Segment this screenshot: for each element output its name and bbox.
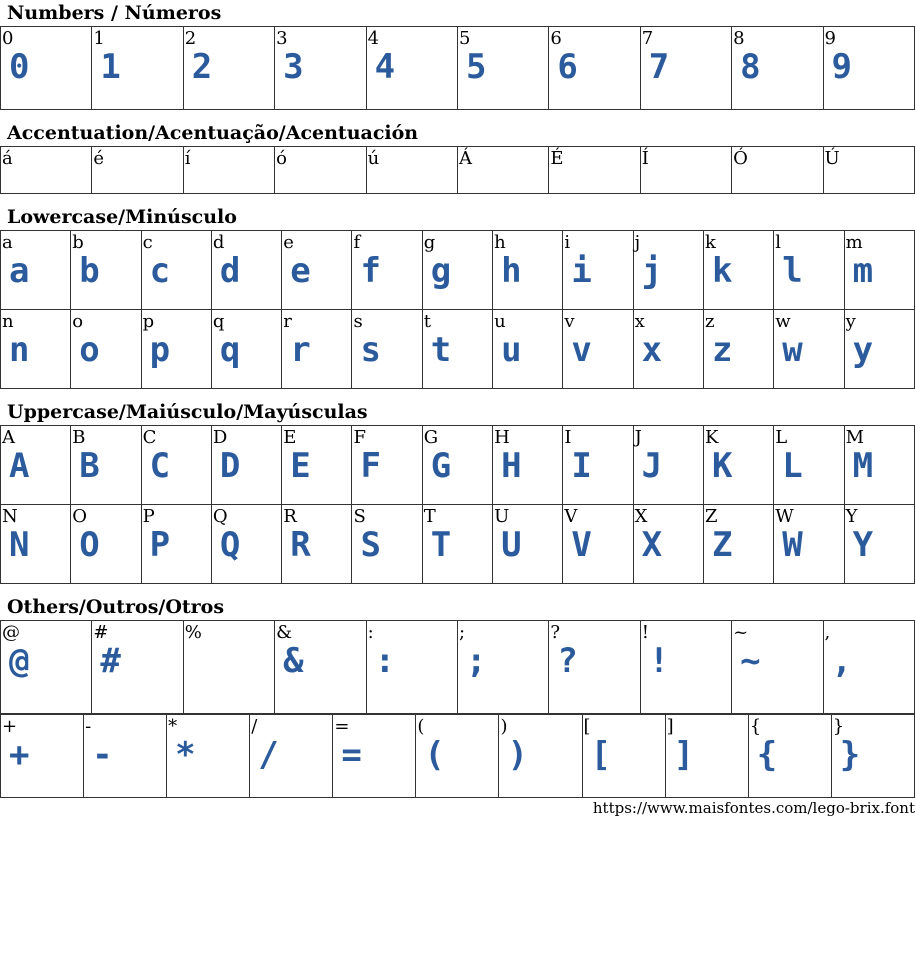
source-link[interactable]: https://www.maisfontes.com/lego-brix.font — [592, 799, 915, 817]
glyph-sample: i — [571, 251, 592, 291]
glyph-label: é — [93, 148, 105, 169]
glyph-sample: 7 — [648, 47, 670, 87]
glyph-label: ; — [458, 622, 466, 643]
glyph-cell — [563, 505, 633, 584]
glyph-sample: * — [175, 735, 196, 775]
glyph-label: R — [283, 506, 297, 527]
glyph-sample: F — [360, 446, 381, 486]
glyph-label: ) — [500, 716, 508, 737]
glyph-sample: h — [501, 251, 522, 291]
glyph-label: a — [2, 232, 13, 253]
glyph-cell — [92, 621, 183, 714]
glyph-sample: B — [79, 446, 100, 486]
glyph-sample: ~ — [740, 641, 761, 681]
glyph-label: 4 — [367, 28, 380, 49]
glyph-cell — [84, 715, 167, 798]
glyph-label: i — [564, 232, 571, 253]
glyph-sample: P — [149, 525, 171, 565]
glyph-sample: d — [219, 251, 241, 291]
glyph-label: 6 — [550, 28, 562, 49]
glyph-sample: 6 — [557, 47, 578, 87]
glyph-cell — [703, 426, 773, 505]
glyph-label: j — [634, 232, 641, 253]
glyph-sample: 9 — [831, 47, 852, 87]
section-title-others: Others/Outros/Otros — [7, 596, 225, 618]
glyph-label: J — [634, 427, 642, 448]
glyph-sample: o — [79, 330, 100, 370]
glyph-sample: l — [782, 251, 803, 291]
glyph-label: + — [2, 716, 18, 737]
glyph-cell — [141, 231, 211, 310]
glyph-sample: Q — [219, 525, 241, 565]
glyph-cell — [282, 505, 352, 584]
glyph-sample: N — [9, 525, 30, 565]
glyph-sample: t — [430, 330, 452, 370]
accents-table — [0, 146, 915, 194]
glyph-label: G — [423, 427, 439, 448]
glyph-row — [1, 147, 915, 194]
glyph-sample: w — [782, 330, 803, 370]
glyph-label: X — [634, 506, 648, 527]
glyph-label: n — [2, 311, 14, 332]
glyph-label: ! — [641, 622, 649, 643]
glyph-label: l — [775, 232, 782, 253]
glyph-label: ó — [276, 148, 288, 169]
glyph-label: U — [494, 506, 510, 527]
glyph-label: y — [845, 311, 856, 332]
glyph-cell — [823, 27, 914, 110]
others-table-2 — [0, 714, 915, 798]
glyph-cell — [823, 147, 914, 194]
glyph-label: 7 — [641, 28, 654, 49]
glyph-sample: n — [9, 330, 30, 370]
glyph-label: s — [353, 311, 363, 332]
glyph-sample: K — [711, 446, 733, 486]
glyph-label: P — [142, 506, 155, 527]
glyph-cell — [141, 426, 211, 505]
glyph-sample: Y — [852, 525, 874, 565]
glyph-cell — [1, 27, 92, 110]
glyph-label: t — [423, 311, 432, 332]
glyph-label: [ — [583, 716, 591, 737]
glyph-cell — [211, 505, 281, 584]
glyph-cell — [211, 426, 281, 505]
glyph-sample: { — [756, 735, 778, 775]
glyph-cell — [183, 27, 274, 110]
glyph-cell — [732, 27, 823, 110]
glyph-sample: A — [9, 446, 30, 486]
glyph-cell — [422, 231, 492, 310]
glyph-label: k — [704, 232, 716, 253]
section-title-lowercase: Lowercase/Minúsculo — [7, 206, 237, 228]
glyph-label: N — [2, 506, 18, 527]
glyph-row — [1, 231, 915, 310]
glyph-label: Ú — [824, 148, 840, 169]
glyph-label: ] — [666, 716, 674, 737]
glyph-cell — [732, 621, 823, 714]
glyph-label: e — [283, 232, 294, 253]
glyph-label: I — [564, 427, 572, 448]
glyph-sample: Z — [711, 525, 733, 565]
glyph-sample: - — [92, 735, 113, 775]
glyph-cell — [275, 621, 366, 714]
glyph-cell — [275, 27, 366, 110]
glyph-cell — [549, 27, 640, 110]
glyph-sample: ] — [673, 735, 695, 775]
glyph-sample: s — [360, 330, 381, 370]
glyph-sample: W — [782, 525, 803, 565]
glyph-sample: m — [852, 251, 874, 291]
glyph-sample: R — [290, 525, 311, 565]
glyph-cell — [275, 147, 366, 194]
glyph-sample: f — [360, 251, 381, 291]
glyph-cell — [282, 426, 352, 505]
glyph-label: r — [283, 311, 292, 332]
glyph-row — [1, 505, 915, 584]
section-title-numbers: Numbers / Números — [7, 2, 222, 24]
glyph-cell — [493, 426, 563, 505]
glyph-label: 0 — [2, 28, 14, 49]
glyph-cell — [71, 231, 141, 310]
glyph-sample: 2 — [191, 47, 213, 87]
glyph-sample: 8 — [740, 47, 761, 87]
glyph-cell — [416, 715, 499, 798]
glyph-cell — [633, 426, 703, 505]
glyph-sample: 4 — [374, 47, 396, 87]
glyph-sample: # — [100, 641, 121, 681]
glyph-cell — [167, 715, 250, 798]
glyph-sample: [ — [590, 735, 612, 775]
glyph-cell — [563, 231, 633, 310]
glyph-cell — [250, 715, 333, 798]
glyph-cell — [352, 505, 422, 584]
glyph-cell — [366, 147, 457, 194]
glyph-cell — [582, 715, 665, 798]
glyph-label: Í — [641, 148, 649, 169]
glyph-sample: S — [360, 525, 381, 565]
glyph-sample: U — [501, 525, 522, 565]
glyph-label: Á — [458, 148, 472, 169]
glyph-label: p — [142, 311, 155, 332]
glyph-label: T — [423, 506, 436, 527]
glyph-label: @ — [2, 622, 20, 643]
glyph-cell — [703, 310, 773, 389]
glyph-cell — [1, 231, 71, 310]
glyph-cell — [366, 621, 457, 714]
glyph-cell — [282, 231, 352, 310]
glyph-sample: a — [9, 251, 30, 291]
glyph-label: q — [212, 311, 225, 332]
glyph-cell — [563, 426, 633, 505]
glyph-label: : — [367, 622, 374, 643]
glyph-sample: e — [290, 251, 311, 291]
glyph-sample: = — [341, 735, 362, 775]
glyph-sample: T — [430, 525, 452, 565]
lowercase-table — [0, 230, 915, 389]
glyph-label: S — [353, 506, 366, 527]
glyph-label: 9 — [824, 28, 836, 49]
glyph-cell — [1, 505, 71, 584]
glyph-sample: u — [501, 330, 522, 370]
glyph-label: d — [212, 232, 225, 253]
glyph-cell — [732, 147, 823, 194]
glyph-label: M — [845, 427, 864, 448]
glyph-cell — [563, 310, 633, 389]
glyph-cell — [493, 505, 563, 584]
glyph-sample: ( — [424, 735, 445, 775]
glyph-label: K — [704, 427, 719, 448]
glyph-sample: y — [852, 330, 874, 370]
glyph-cell — [71, 505, 141, 584]
glyph-cell — [748, 715, 831, 798]
glyph-sample: c — [149, 251, 171, 291]
glyph-label: x — [634, 311, 645, 332]
glyph-sample: 5 — [465, 47, 487, 87]
glyph-cell — [640, 621, 731, 714]
glyph-label: á — [2, 148, 13, 169]
glyph-cell — [71, 310, 141, 389]
glyph-row — [1, 621, 915, 714]
glyph-sample: @ — [9, 641, 30, 681]
glyph-label: / — [251, 716, 258, 737]
glyph-cell — [633, 310, 703, 389]
glyph-cell — [499, 715, 582, 798]
glyph-label: L — [775, 427, 788, 448]
glyph-sample: / — [258, 735, 279, 775]
glyph-label: ú — [367, 148, 380, 169]
glyph-label: ( — [417, 716, 425, 737]
glyph-label: C — [142, 427, 157, 448]
glyph-sample: L — [782, 446, 803, 486]
glyph-label: ~ — [733, 622, 749, 643]
glyph-cell — [352, 426, 422, 505]
glyph-label: H — [494, 427, 510, 448]
others-table-1 — [0, 620, 915, 714]
glyph-cell — [333, 715, 416, 798]
glyph-sample: J — [641, 446, 663, 486]
glyph-cell — [1, 147, 92, 194]
glyph-cell — [92, 27, 183, 110]
glyph-sample: + — [9, 735, 30, 775]
glyph-sample: 0 — [9, 47, 30, 87]
glyph-label: V — [564, 506, 578, 527]
glyph-cell — [774, 505, 844, 584]
glyph-label: z — [704, 311, 715, 332]
glyph-sample: 3 — [283, 47, 304, 87]
glyph-cell — [549, 147, 640, 194]
glyph-cell — [422, 426, 492, 505]
glyph-label: Q — [212, 506, 228, 527]
glyph-sample: M — [852, 446, 874, 486]
glyph-sample: E — [290, 446, 311, 486]
glyph-label: D — [212, 427, 228, 448]
glyph-sample: G — [430, 446, 452, 486]
glyph-sample: k — [711, 251, 733, 291]
glyph-cell — [457, 621, 548, 714]
glyph-label: c — [142, 232, 153, 253]
glyph-cell — [141, 310, 211, 389]
glyph-cell — [352, 231, 422, 310]
uppercase-table — [0, 425, 915, 584]
glyph-cell — [844, 310, 914, 389]
glyph-label: h — [494, 232, 506, 253]
glyph-sample: ? — [557, 641, 578, 681]
glyph-sample: ; — [465, 641, 487, 681]
glyph-sample: 1 — [100, 47, 121, 87]
glyph-label: W — [775, 506, 794, 527]
glyph-row — [1, 426, 915, 505]
glyph-sample: j — [641, 251, 663, 291]
glyph-cell — [1, 715, 84, 798]
glyph-cell — [1, 621, 92, 714]
glyph-cell — [493, 231, 563, 310]
glyph-cell — [457, 27, 548, 110]
glyph-sample: & — [283, 641, 304, 681]
glyph-cell — [703, 505, 773, 584]
glyph-label: É — [550, 148, 564, 169]
glyph-label: A — [2, 427, 15, 448]
glyph-label: Y — [845, 506, 858, 527]
glyph-sample: ! — [648, 641, 670, 681]
glyph-cell — [703, 231, 773, 310]
glyph-label: Ó — [733, 148, 748, 169]
glyph-label: í — [184, 148, 191, 169]
glyph-cell — [665, 715, 748, 798]
glyph-sample: V — [571, 525, 592, 565]
glyph-label: & — [276, 622, 293, 643]
glyph-label: m — [845, 232, 863, 253]
glyph-sample: X — [641, 525, 663, 565]
glyph-cell — [183, 621, 274, 714]
numbers-table — [0, 26, 915, 110]
glyph-cell — [774, 310, 844, 389]
glyph-cell — [633, 231, 703, 310]
glyph-cell — [422, 310, 492, 389]
glyph-cell — [211, 310, 281, 389]
glyph-cell — [640, 27, 731, 110]
glyph-cell — [366, 27, 457, 110]
glyph-sample: r — [290, 330, 311, 370]
glyph-sample: } — [839, 735, 861, 775]
glyph-cell — [844, 231, 914, 310]
glyph-sample: I — [571, 446, 592, 486]
glyph-label: f — [353, 232, 361, 253]
glyph-sample: , — [831, 641, 852, 681]
glyph-label: B — [72, 427, 86, 448]
glyph-sample: D — [219, 446, 241, 486]
glyph-label: F — [353, 427, 366, 448]
glyph-sample: ) — [507, 735, 528, 775]
glyph-cell — [352, 310, 422, 389]
glyph-cell — [1, 426, 71, 505]
glyph-label: E — [283, 427, 297, 448]
section-title-uppercase: Uppercase/Maiúsculo/Mayúsculas — [7, 401, 368, 423]
glyph-label: 8 — [733, 28, 745, 49]
glyph-cell — [774, 231, 844, 310]
glyph-label: v — [564, 311, 575, 332]
glyph-cell — [549, 621, 640, 714]
glyph-cell — [282, 310, 352, 389]
glyph-cell — [457, 147, 548, 194]
glyph-label: - — [85, 716, 92, 737]
glyph-sample: C — [149, 446, 171, 486]
glyph-label: Z — [704, 506, 718, 527]
glyph-label: = — [334, 716, 350, 737]
glyph-cell — [71, 426, 141, 505]
glyph-cell — [633, 505, 703, 584]
glyph-label: { — [749, 716, 762, 737]
glyph-cell — [831, 715, 914, 798]
glyph-cell — [823, 621, 914, 714]
glyph-sample: H — [501, 446, 522, 486]
glyph-label: } — [832, 716, 845, 737]
glyph-sample: x — [641, 330, 663, 370]
glyph-sample: v — [571, 330, 592, 370]
glyph-label: w — [775, 311, 791, 332]
glyph-label: O — [72, 506, 88, 527]
glyph-label: 2 — [184, 28, 197, 49]
glyph-label: o — [72, 311, 84, 332]
glyph-cell — [844, 505, 914, 584]
glyph-label: # — [93, 622, 109, 643]
glyph-sample: O — [79, 525, 100, 565]
glyph-label: u — [494, 311, 506, 332]
glyph-label: b — [72, 232, 84, 253]
glyph-label: , — [824, 622, 831, 643]
glyph-cell — [141, 505, 211, 584]
glyph-sample: b — [79, 251, 100, 291]
glyph-cell — [640, 147, 731, 194]
glyph-sample: g — [430, 251, 452, 291]
glyph-sample: z — [711, 330, 733, 370]
glyph-cell — [183, 147, 274, 194]
glyph-sample: p — [149, 330, 171, 370]
glyph-label: 1 — [93, 28, 105, 49]
glyph-label: * — [168, 716, 178, 737]
glyph-cell — [774, 426, 844, 505]
glyph-row — [1, 715, 915, 798]
glyph-label: % — [184, 622, 202, 643]
glyph-row — [1, 310, 915, 389]
glyph-cell — [92, 147, 183, 194]
glyph-sample: : — [374, 641, 396, 681]
glyph-cell — [493, 310, 563, 389]
glyph-label: 3 — [276, 28, 288, 49]
glyph-label: ? — [550, 622, 560, 643]
glyph-cell — [844, 426, 914, 505]
glyph-row — [1, 27, 915, 110]
glyph-sample: q — [219, 330, 241, 370]
section-title-accents: Accentuation/Acentuação/Acentuación — [7, 122, 419, 144]
glyph-label: 5 — [458, 28, 471, 49]
glyph-cell — [422, 505, 492, 584]
glyph-label: g — [423, 232, 436, 253]
glyph-cell — [1, 310, 71, 389]
glyph-cell — [211, 231, 281, 310]
